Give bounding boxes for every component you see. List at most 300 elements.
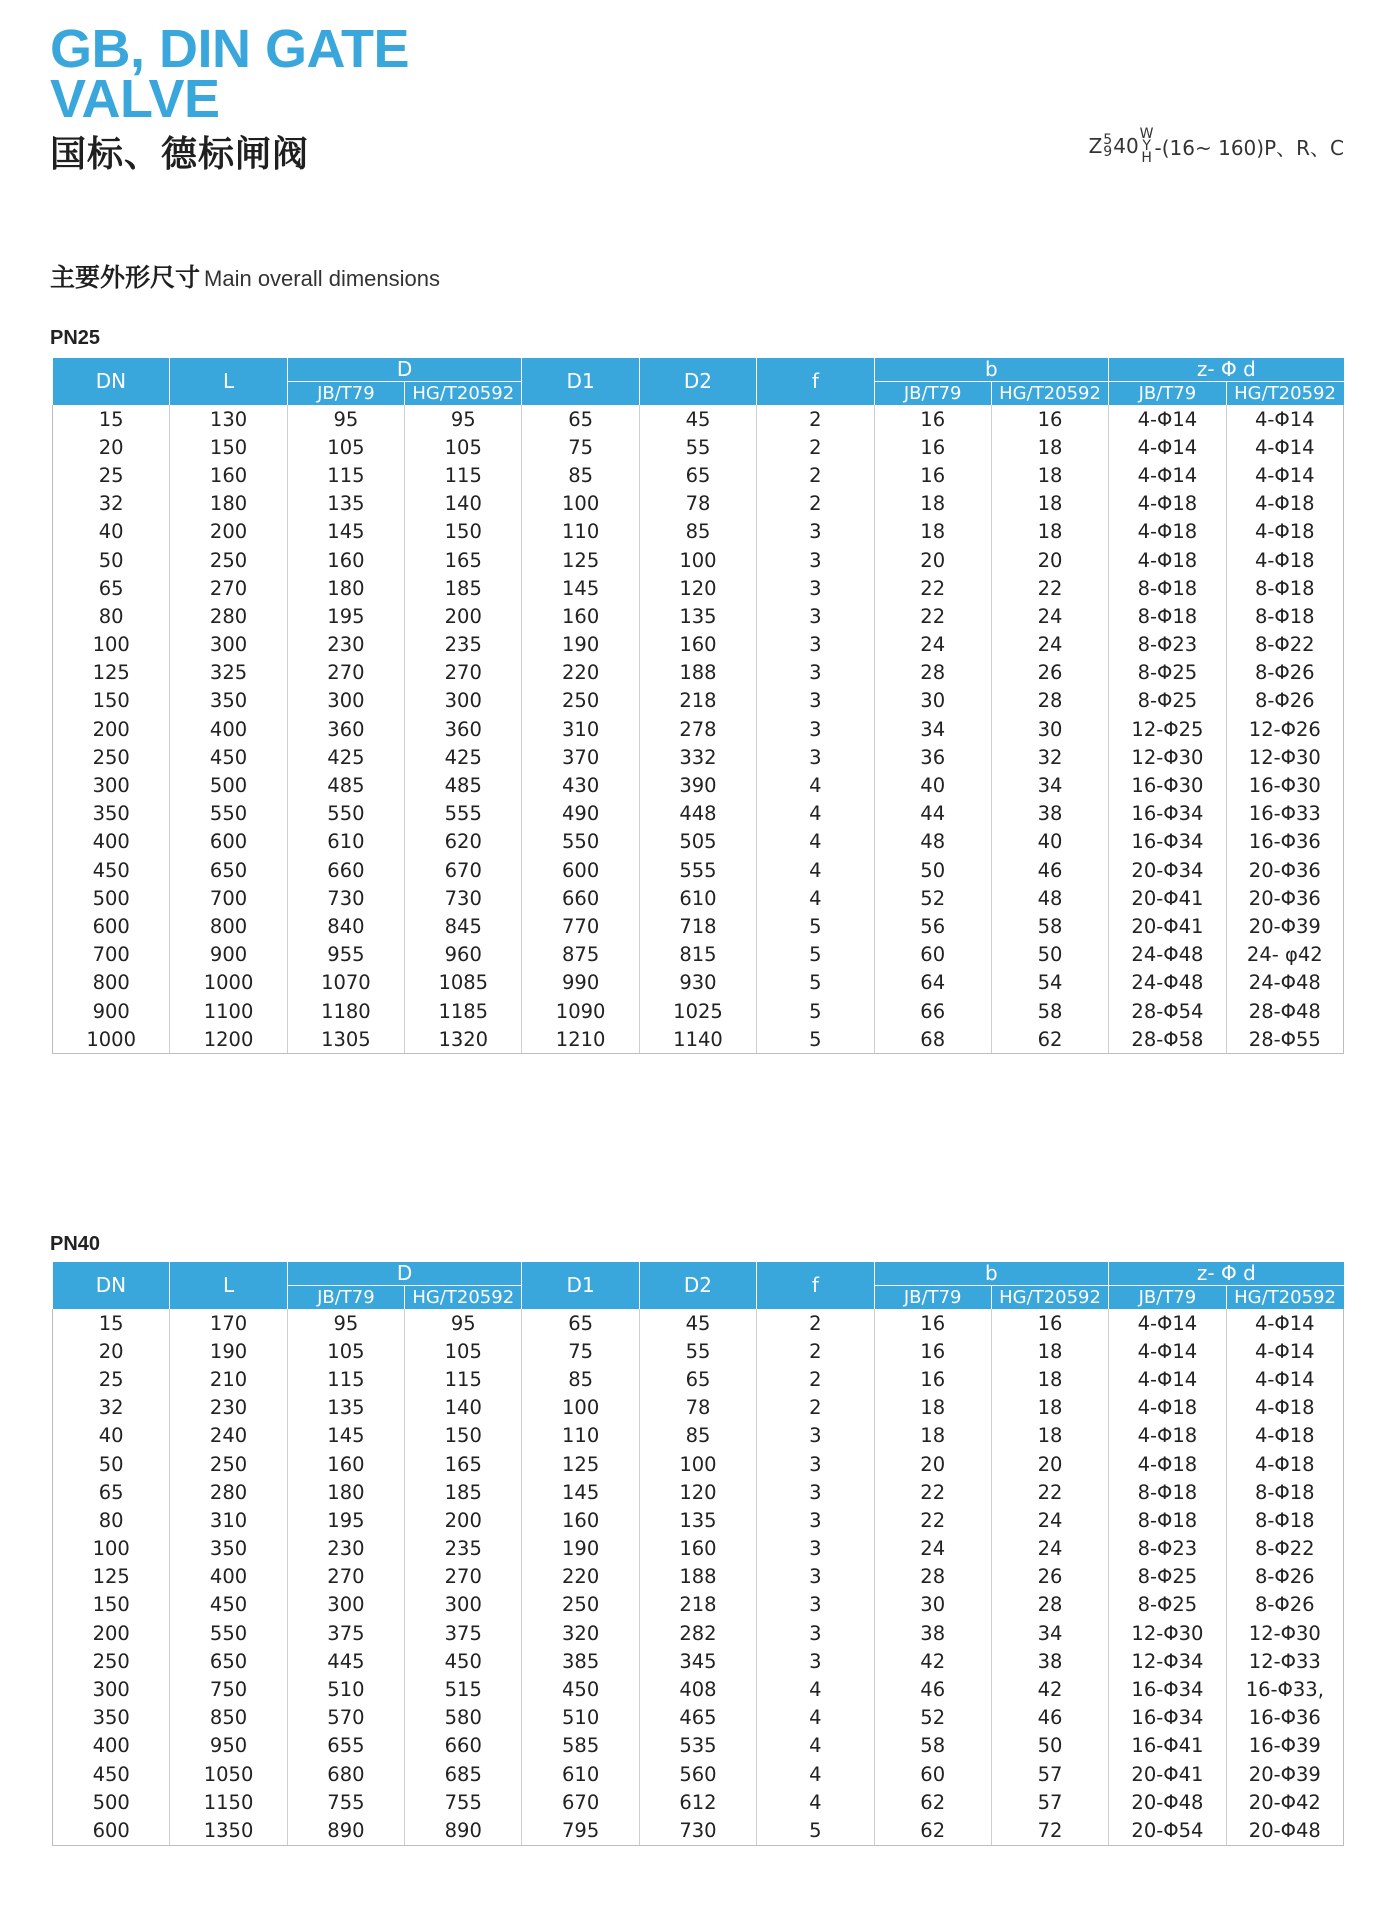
table-cell: 425 — [287, 743, 404, 771]
table-cell: 4-Φ14 — [1109, 461, 1226, 489]
table-cell: 55 — [639, 1337, 756, 1365]
col-subheader-d-hg: HG/T20592 — [405, 382, 522, 406]
table-cell: 4 — [757, 771, 874, 799]
table-cell: 150 — [53, 687, 170, 715]
table-cell: 300 — [405, 1591, 522, 1619]
table-cell: 300 — [53, 771, 170, 799]
table-cell: 1305 — [287, 1025, 404, 1054]
table-cell: 110 — [522, 1422, 639, 1450]
table-cell: 22 — [991, 574, 1108, 602]
table-row — [53, 433, 1344, 461]
table-cell: 890 — [405, 1816, 522, 1845]
table-row — [53, 405, 1344, 433]
table-cell: 18 — [991, 1337, 1108, 1365]
table-cell: 660 — [405, 1732, 522, 1760]
table-cell: 320 — [522, 1619, 639, 1647]
col-subheader-b-hg: HG/T20592 — [991, 382, 1108, 406]
model-code-prefix: Z — [1088, 134, 1103, 158]
table-cell: 385 — [522, 1647, 639, 1675]
table-row — [53, 1394, 1344, 1422]
table-cell: 22 — [991, 1478, 1108, 1506]
table-cell: 4-Φ14 — [1109, 405, 1226, 433]
table-cell: 450 — [53, 1760, 170, 1788]
table-cell: 95 — [405, 405, 522, 433]
table-cell: 48 — [874, 828, 991, 856]
table-cell: 280 — [170, 1478, 287, 1506]
table-cell: 65 — [522, 1309, 639, 1337]
table-cell: 24-Φ48 — [1109, 941, 1226, 969]
table-cell: 28 — [991, 687, 1108, 715]
table-cell: 5 — [757, 997, 874, 1025]
table-cell: 4-Φ18 — [1109, 490, 1226, 518]
table-cell: 3 — [757, 1619, 874, 1647]
table-cell: 360 — [405, 715, 522, 743]
table-cell: 20-Φ54 — [1109, 1816, 1226, 1845]
table-cell: 24-Φ48 — [1226, 969, 1343, 997]
table-cell: 220 — [522, 1563, 639, 1591]
table-row — [53, 800, 1344, 828]
table-cell: 5 — [757, 941, 874, 969]
col-header-b: b — [874, 1262, 1109, 1286]
table-cell: 24 — [991, 631, 1108, 659]
table-cell: 8-Φ18 — [1109, 574, 1226, 602]
table-cell: 12-Φ30 — [1226, 743, 1343, 771]
table-cell: 4-Φ18 — [1226, 518, 1343, 546]
table-cell: 3 — [757, 1647, 874, 1675]
table-cell: 38 — [991, 1647, 1108, 1675]
table-cell: 190 — [170, 1337, 287, 1365]
table-cell: 20 — [53, 433, 170, 461]
table-row — [53, 602, 1344, 630]
table-cell: 610 — [287, 828, 404, 856]
table-cell: 840 — [287, 912, 404, 940]
table-cell: 800 — [53, 969, 170, 997]
table-cell: 325 — [170, 659, 287, 687]
table-cell: 160 — [639, 1535, 756, 1563]
table-cell: 12-Φ34 — [1109, 1647, 1226, 1675]
table-cell: 550 — [170, 800, 287, 828]
table-cell: 54 — [991, 969, 1108, 997]
table-cell: 3 — [757, 1506, 874, 1534]
table-cell: 235 — [405, 631, 522, 659]
table-cell: 75 — [522, 1337, 639, 1365]
table-cell: 46 — [991, 856, 1108, 884]
table-cell: 510 — [287, 1675, 404, 1703]
table-cell: 4-Φ18 — [1226, 1394, 1343, 1422]
table-row — [53, 1704, 1344, 1732]
table-cell: 4-Φ14 — [1109, 1365, 1226, 1393]
table-cell: 930 — [639, 969, 756, 997]
col-header-b: b — [874, 358, 1109, 382]
table-cell: 32 — [53, 490, 170, 518]
table-cell: 282 — [639, 1619, 756, 1647]
col-header-f: f — [757, 1262, 874, 1309]
table-cell: 44 — [874, 800, 991, 828]
table-cell: 5 — [757, 1816, 874, 1845]
table-cell: 120 — [639, 574, 756, 602]
table-cell: 345 — [639, 1647, 756, 1675]
table-cell: 3 — [757, 743, 874, 771]
table-cell: 270 — [405, 659, 522, 687]
table-cell: 610 — [639, 884, 756, 912]
table-cell: 3 — [757, 574, 874, 602]
table-row — [53, 659, 1344, 687]
table-cell: 375 — [287, 1619, 404, 1647]
table-cell: 12-Φ26 — [1226, 715, 1343, 743]
table-cell: 3 — [757, 546, 874, 574]
col-header-zphid: z- Φ d — [1109, 1262, 1344, 1286]
table-cell: 45 — [639, 405, 756, 433]
table-cell: 80 — [53, 602, 170, 630]
table-cell: 50 — [53, 1450, 170, 1478]
col-header-d: D — [287, 358, 522, 382]
table-row — [53, 1760, 1344, 1788]
table-cell: 4 — [757, 884, 874, 912]
table-cell: 130 — [170, 405, 287, 433]
pn25-label: PN25 — [50, 327, 101, 349]
table-cell: 16-Φ33, — [1226, 1675, 1343, 1703]
table-cell: 140 — [405, 1394, 522, 1422]
table-row — [53, 1563, 1344, 1591]
table-cell: 300 — [170, 631, 287, 659]
col-header-d2: D2 — [639, 1262, 756, 1309]
table-cell: 2 — [757, 1309, 874, 1337]
table-row — [53, 912, 1344, 940]
table-cell: 730 — [639, 1816, 756, 1845]
table-cell: 190 — [522, 631, 639, 659]
table-cell: 8-Φ23 — [1109, 1535, 1226, 1563]
table-row — [53, 1647, 1344, 1675]
table-cell: 8-Φ18 — [1226, 602, 1343, 630]
table-cell: 550 — [287, 800, 404, 828]
table-cell: 28-Φ55 — [1226, 1025, 1343, 1054]
col-subheader-zphid-hg: HG/T20592 — [1226, 382, 1343, 406]
model-code-stack-1 — [1103, 134, 1112, 158]
table-cell: 4-Φ18 — [1226, 1450, 1343, 1478]
table-row — [53, 828, 1344, 856]
table-cell: 300 — [405, 687, 522, 715]
table-cell: 135 — [287, 490, 404, 518]
table-cell: 16-Φ34 — [1109, 828, 1226, 856]
table-cell: 300 — [287, 1591, 404, 1619]
table-cell: 700 — [53, 941, 170, 969]
table-row — [53, 1365, 1344, 1393]
table-row — [53, 941, 1344, 969]
table-cell: 230 — [287, 1535, 404, 1563]
table-cell: 4-Φ18 — [1109, 1422, 1226, 1450]
table-cell: 350 — [53, 800, 170, 828]
table-cell: 515 — [405, 1675, 522, 1703]
table-cell: 200 — [170, 518, 287, 546]
table-cell: 2 — [757, 1365, 874, 1393]
table-cell: 16 — [991, 405, 1108, 433]
table-cell: 218 — [639, 687, 756, 715]
table-cell: 85 — [522, 461, 639, 489]
col-subheader-zphid-jb: JB/T79 — [1109, 382, 1226, 406]
table-cell: 16-Φ41 — [1109, 1732, 1226, 1760]
table-cell: 125 — [53, 1563, 170, 1591]
col-subheader-d-jb: JB/T79 — [287, 382, 404, 406]
table-cell: 2 — [757, 405, 874, 433]
table-cell: 3 — [757, 1563, 874, 1591]
table-cell: 3 — [757, 1535, 874, 1563]
table-cell: 8-Φ18 — [1109, 1506, 1226, 1534]
table-cell: 4-Φ14 — [1226, 405, 1343, 433]
table-cell: 560 — [639, 1760, 756, 1788]
table-cell: 278 — [639, 715, 756, 743]
table-cell: 955 — [287, 941, 404, 969]
col-subheader-zphid-hg: HG/T20592 — [1226, 1286, 1343, 1310]
table-cell: 875 — [522, 941, 639, 969]
table-cell: 18 — [991, 490, 1108, 518]
table-cell: 140 — [405, 490, 522, 518]
table-cell: 3 — [757, 687, 874, 715]
table-row — [53, 1535, 1344, 1563]
table-cell: 115 — [405, 1365, 522, 1393]
table-cell: 20-Φ36 — [1226, 856, 1343, 884]
table-cell: 180 — [287, 574, 404, 602]
table-cell: 150 — [53, 1591, 170, 1619]
table-cell: 20-Φ48 — [1109, 1788, 1226, 1816]
col-subheader-d-jb: JB/T79 — [287, 1286, 404, 1310]
table-cell: 8-Φ25 — [1109, 1591, 1226, 1619]
table-cell: 400 — [53, 828, 170, 856]
table-cell: 57 — [991, 1760, 1108, 1788]
table-cell: 680 — [287, 1760, 404, 1788]
table-cell: 218 — [639, 1591, 756, 1619]
table-cell: 535 — [639, 1732, 756, 1760]
table-cell: 160 — [522, 1506, 639, 1534]
table-cell: 12-Φ30 — [1109, 1619, 1226, 1647]
table-cell: 52 — [874, 1704, 991, 1732]
table-cell: 18 — [991, 1394, 1108, 1422]
table-cell: 485 — [287, 771, 404, 799]
table-cell: 75 — [522, 433, 639, 461]
table-cell: 700 — [170, 884, 287, 912]
table-cell: 465 — [639, 1704, 756, 1732]
table-cell: 3 — [757, 1591, 874, 1619]
table-cell: 78 — [639, 490, 756, 518]
col-header-d1: D1 — [522, 358, 639, 405]
table-cell: 57 — [991, 1788, 1108, 1816]
table-cell: 160 — [522, 602, 639, 630]
table-cell: 20-Φ36 — [1226, 884, 1343, 912]
table-cell: 22 — [874, 1478, 991, 1506]
table-cell: 28 — [874, 1563, 991, 1591]
table-cell: 65 — [53, 574, 170, 602]
table-cell: 48 — [991, 884, 1108, 912]
table-cell: 1000 — [53, 1025, 170, 1054]
table-cell: 115 — [405, 461, 522, 489]
table-cell: 230 — [287, 631, 404, 659]
table-cell: 64 — [874, 969, 991, 997]
table-cell: 3 — [757, 1478, 874, 1506]
table-cell: 58 — [991, 912, 1108, 940]
table-cell: 270 — [405, 1563, 522, 1591]
page-title-chinese: 国标、德标闸阀 — [50, 134, 310, 175]
table-cell: 18 — [874, 1422, 991, 1450]
table-cell: 650 — [170, 856, 287, 884]
table-cell: 22 — [874, 1506, 991, 1534]
table-cell: 500 — [53, 884, 170, 912]
table-cell: 8-Φ25 — [1109, 687, 1226, 715]
table-cell: 28-Φ54 — [1109, 997, 1226, 1025]
table-cell: 1025 — [639, 997, 756, 1025]
table-cell: 20-Φ41 — [1109, 1760, 1226, 1788]
table-cell: 20-Φ41 — [1109, 912, 1226, 940]
table-cell: 40 — [874, 771, 991, 799]
table-cell: 350 — [170, 1535, 287, 1563]
table-cell: 8-Φ26 — [1226, 687, 1343, 715]
table-cell: 145 — [522, 574, 639, 602]
table-cell: 425 — [405, 743, 522, 771]
table-cell: 180 — [287, 1478, 404, 1506]
table-cell: 115 — [287, 1365, 404, 1393]
table-cell: 250 — [53, 743, 170, 771]
table-cell: 65 — [639, 1365, 756, 1393]
table-row — [53, 1788, 1344, 1816]
table-cell: 4-Φ14 — [1226, 433, 1343, 461]
table-cell: 15 — [53, 1309, 170, 1337]
table-cell: 65 — [53, 1478, 170, 1506]
table-cell: 3 — [757, 602, 874, 630]
table-cell: 555 — [639, 856, 756, 884]
table-cell: 370 — [522, 743, 639, 771]
table-cell: 2 — [757, 1337, 874, 1365]
table-cell: 20 — [53, 1337, 170, 1365]
table-cell: 22 — [874, 602, 991, 630]
pn40-label: PN40 — [50, 1233, 101, 1255]
table-cell: 585 — [522, 1732, 639, 1760]
table-cell: 125 — [53, 659, 170, 687]
model-code-mid: 40 — [1113, 134, 1139, 158]
table-cell: 2 — [757, 1394, 874, 1422]
table-cell: 68 — [874, 1025, 991, 1054]
table-cell: 510 — [522, 1704, 639, 1732]
table-cell: 730 — [405, 884, 522, 912]
table-cell: 4-Φ14 — [1226, 461, 1343, 489]
table-cell: 135 — [639, 602, 756, 630]
title-line-1: GB, DIN GATE — [50, 19, 410, 79]
table-row — [53, 884, 1344, 912]
table-row — [53, 997, 1344, 1025]
table-cell: 16 — [874, 405, 991, 433]
table-cell: 22 — [874, 574, 991, 602]
table-cell: 30 — [874, 1591, 991, 1619]
table-cell: 600 — [170, 828, 287, 856]
table-row — [53, 1337, 1344, 1365]
table-cell: 26 — [991, 1563, 1108, 1591]
table-cell: 20 — [991, 1450, 1108, 1478]
col-header-dn: DN — [53, 1262, 170, 1309]
table-row — [53, 518, 1344, 546]
table-cell: 125 — [522, 1450, 639, 1478]
table-cell: 950 — [170, 1732, 287, 1760]
table-cell: 160 — [170, 461, 287, 489]
table-cell: 2 — [757, 433, 874, 461]
table-cell: 160 — [287, 546, 404, 574]
table-cell: 200 — [53, 1619, 170, 1647]
table-cell: 3 — [757, 1450, 874, 1478]
table-cell: 16 — [874, 433, 991, 461]
table-cell: 3 — [757, 518, 874, 546]
table-cell: 850 — [170, 1704, 287, 1732]
table-cell: 18 — [874, 518, 991, 546]
table-cell: 18 — [991, 461, 1108, 489]
table-cell: 400 — [53, 1732, 170, 1760]
table-cell: 150 — [170, 433, 287, 461]
table-cell: 56 — [874, 912, 991, 940]
table-cell: 4 — [757, 1788, 874, 1816]
pn25-dimension-table — [52, 358, 1344, 1054]
table-cell: 360 — [287, 715, 404, 743]
table-cell: 445 — [287, 1647, 404, 1675]
table-cell: 58 — [874, 1732, 991, 1760]
table-cell: 800 — [170, 912, 287, 940]
table-cell: 145 — [287, 518, 404, 546]
page-title — [50, 19, 410, 129]
table-cell: 4 — [757, 1704, 874, 1732]
model-code-stack1-top: 5 — [1103, 132, 1113, 148]
table-cell: 3 — [757, 659, 874, 687]
table-cell: 160 — [639, 631, 756, 659]
table-cell: 135 — [639, 1506, 756, 1534]
table-cell: 95 — [287, 405, 404, 433]
table-cell: 62 — [874, 1788, 991, 1816]
table-cell: 8-Φ18 — [1109, 1478, 1226, 1506]
table-cell: 45 — [639, 1309, 756, 1337]
table-cell: 450 — [170, 1591, 287, 1619]
table-cell: 30 — [874, 687, 991, 715]
col-header-dn: DN — [53, 358, 170, 405]
table-cell: 24 — [991, 1506, 1108, 1534]
table-row — [53, 1591, 1344, 1619]
table-cell: 52 — [874, 884, 991, 912]
table-cell: 16-Φ34 — [1109, 1675, 1226, 1703]
table-row — [53, 1478, 1344, 1506]
table-cell: 58 — [991, 997, 1108, 1025]
table-cell: 95 — [287, 1309, 404, 1337]
table-cell: 845 — [405, 912, 522, 940]
table-cell: 42 — [991, 1675, 1108, 1703]
table-cell: 408 — [639, 1675, 756, 1703]
table-cell: 20-Φ34 — [1109, 856, 1226, 884]
table-cell: 505 — [639, 828, 756, 856]
table-cell: 145 — [522, 1478, 639, 1506]
table-cell: 900 — [53, 997, 170, 1025]
table-cell: 32 — [53, 1394, 170, 1422]
table-cell: 42 — [874, 1647, 991, 1675]
table-cell: 16-Φ36 — [1226, 1704, 1343, 1732]
table-row — [53, 856, 1344, 884]
table-cell: 125 — [522, 546, 639, 574]
table-cell: 8-Φ23 — [1109, 631, 1226, 659]
table-cell: 1320 — [405, 1025, 522, 1054]
table-cell: 185 — [405, 1478, 522, 1506]
table-cell: 4-Φ18 — [1226, 490, 1343, 518]
table-cell: 8-Φ26 — [1226, 1563, 1343, 1591]
table-cell: 220 — [522, 659, 639, 687]
table-cell: 16 — [991, 1309, 1108, 1337]
table-row — [53, 969, 1344, 997]
table-cell: 8-Φ25 — [1109, 1563, 1226, 1591]
table-cell: 165 — [405, 546, 522, 574]
table-cell: 755 — [287, 1788, 404, 1816]
table-row — [53, 1619, 1344, 1647]
table-cell: 16 — [874, 1337, 991, 1365]
table-cell: 5 — [757, 1025, 874, 1054]
table-header — [53, 358, 1344, 405]
